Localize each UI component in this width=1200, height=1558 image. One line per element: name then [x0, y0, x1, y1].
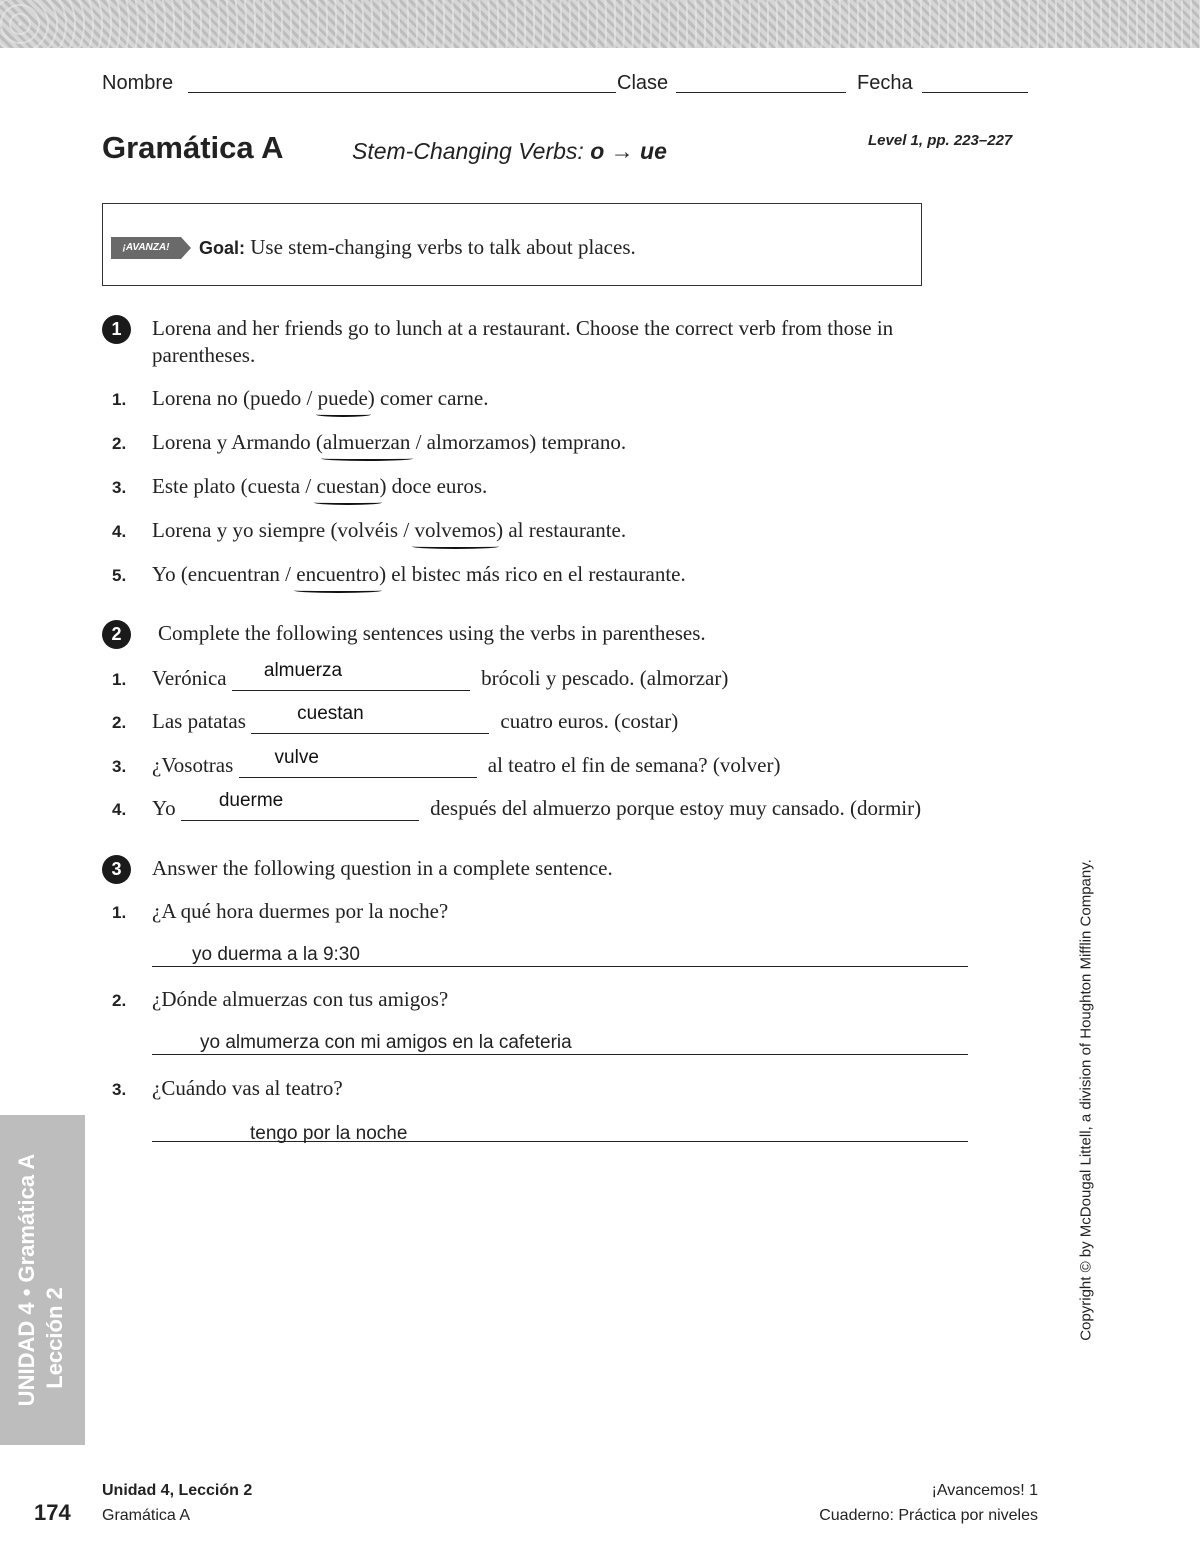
- student-info-header: [102, 72, 1032, 98]
- answer-line[interactable]: [152, 944, 968, 967]
- answer-text: duerme: [218, 790, 284, 811]
- section-2-item: 2. Las patatas cuestan cuatro euros. (costar): [112, 703, 679, 733]
- page-number: 174: [34, 1500, 71, 1525]
- section-3-number: 3: [102, 855, 131, 884]
- section-3-question: 1. ¿A qué hora duermes por la noche?: [112, 899, 449, 923]
- goal-text: Goal: Use stem-changing verbs to talk about places.: [199, 235, 636, 259]
- answer-blank[interactable]: [181, 790, 419, 821]
- avanza-badge: ¡AVANZA!: [111, 237, 181, 259]
- footer-unit: Unidad 4, Lección 2: [102, 1482, 253, 1499]
- stem-change-rule: o → ue: [590, 138, 667, 164]
- section-2-instruction: Complete the following sentences using the verbs in parentheses.: [158, 621, 706, 645]
- answer-blank[interactable]: [232, 660, 470, 691]
- answer-blank[interactable]: [251, 703, 489, 734]
- section-3-question: 2. ¿Dónde almuerzas con tus amigos?: [112, 987, 449, 1011]
- section-1-item: 5. Yo (encuentran / encuentro) el bistec más rico en el restaurante.: [112, 562, 686, 586]
- section-2-item: 3. ¿Vosotras vulve al teatro el fin de semana? (volver): [112, 747, 781, 777]
- answer-text: yo duerma a la 9:30: [192, 944, 360, 965]
- section-2-item: 1. Verónica almuerza brócoli y pescado. (almorzar): [112, 660, 729, 690]
- selected-answer[interactable]: puede: [317, 386, 368, 410]
- answer-blank[interactable]: [239, 747, 477, 778]
- section-1-item: 3. Este plato (cuesta / cuestan) doce euros.: [112, 474, 488, 498]
- page-subtitle: Stem-Changing Verbs: o → ue: [352, 138, 667, 164]
- footer-workbook: Cuaderno: Práctica por niveles: [819, 1507, 1038, 1524]
- answer-line[interactable]: [152, 1032, 968, 1055]
- selected-answer[interactable]: encuentro: [296, 562, 380, 586]
- answer-line[interactable]: [152, 1119, 968, 1142]
- clase-label: Clase: [617, 72, 669, 94]
- clase-field[interactable]: [676, 92, 846, 93]
- footer-section: Gramática A: [102, 1507, 191, 1524]
- selected-answer[interactable]: volvemos: [414, 518, 497, 542]
- section-1-number: 1: [102, 315, 131, 344]
- goal-box: [102, 203, 922, 286]
- page-title: Gramática A: [102, 130, 284, 165]
- section-1-item: 1. Lorena no (puedo / puede) comer carne.: [112, 386, 489, 410]
- unit-side-tab: [0, 1115, 85, 1445]
- fecha-field[interactable]: [922, 92, 1028, 93]
- footer-book: ¡Avancemos! 1: [931, 1482, 1038, 1499]
- answer-text: yo almumerza con mi amigos en la cafeteria: [200, 1032, 572, 1053]
- section-2-item: 4. Yo duerme después del almuerzo porque estoy muy cansado. (dormir): [112, 790, 922, 820]
- section-3-instruction: Answer the following question in a complete sentence.: [152, 856, 613, 880]
- nombre-label: Nombre: [102, 72, 174, 94]
- section-3-question: 3. ¿Cuándo vas al teatro?: [112, 1076, 343, 1100]
- nombre-field[interactable]: [188, 92, 616, 93]
- section-2-number: 2: [102, 620, 131, 649]
- level-reference: Level 1, pp. 223–227: [868, 132, 1013, 149]
- answer-text: tengo por la noche: [250, 1123, 408, 1144]
- answer-text: cuestan: [297, 703, 364, 724]
- answer-text: almuerza: [263, 660, 343, 681]
- fecha-label: Fecha: [857, 72, 913, 94]
- decorative-banner: [0, 0, 1200, 48]
- side-tab-unit: UNIDAD 4 • Gramática A: [13, 1153, 39, 1407]
- section-1-instruction: Lorena and her friends go to lunch at a restaurant. Choose the correct verb from those in parentheses.: [152, 316, 894, 367]
- answer-text: vulve: [274, 747, 319, 768]
- section-1-item: 2. Lorena y Armando (almuerzan / almorzamos) temprano.: [112, 430, 627, 454]
- selected-answer[interactable]: cuestan: [316, 474, 380, 498]
- side-tab-lesson: Lección 2: [41, 1287, 67, 1389]
- copyright-notice: Copyright © by McDougal Littell, a division of Houghton Mifflin Company.: [1077, 859, 1095, 1341]
- selected-answer[interactable]: almuerzan: [322, 430, 411, 454]
- section-1-item: 4. Lorena y yo siempre (volvéis / volvemos) al restaurante.: [112, 518, 627, 542]
